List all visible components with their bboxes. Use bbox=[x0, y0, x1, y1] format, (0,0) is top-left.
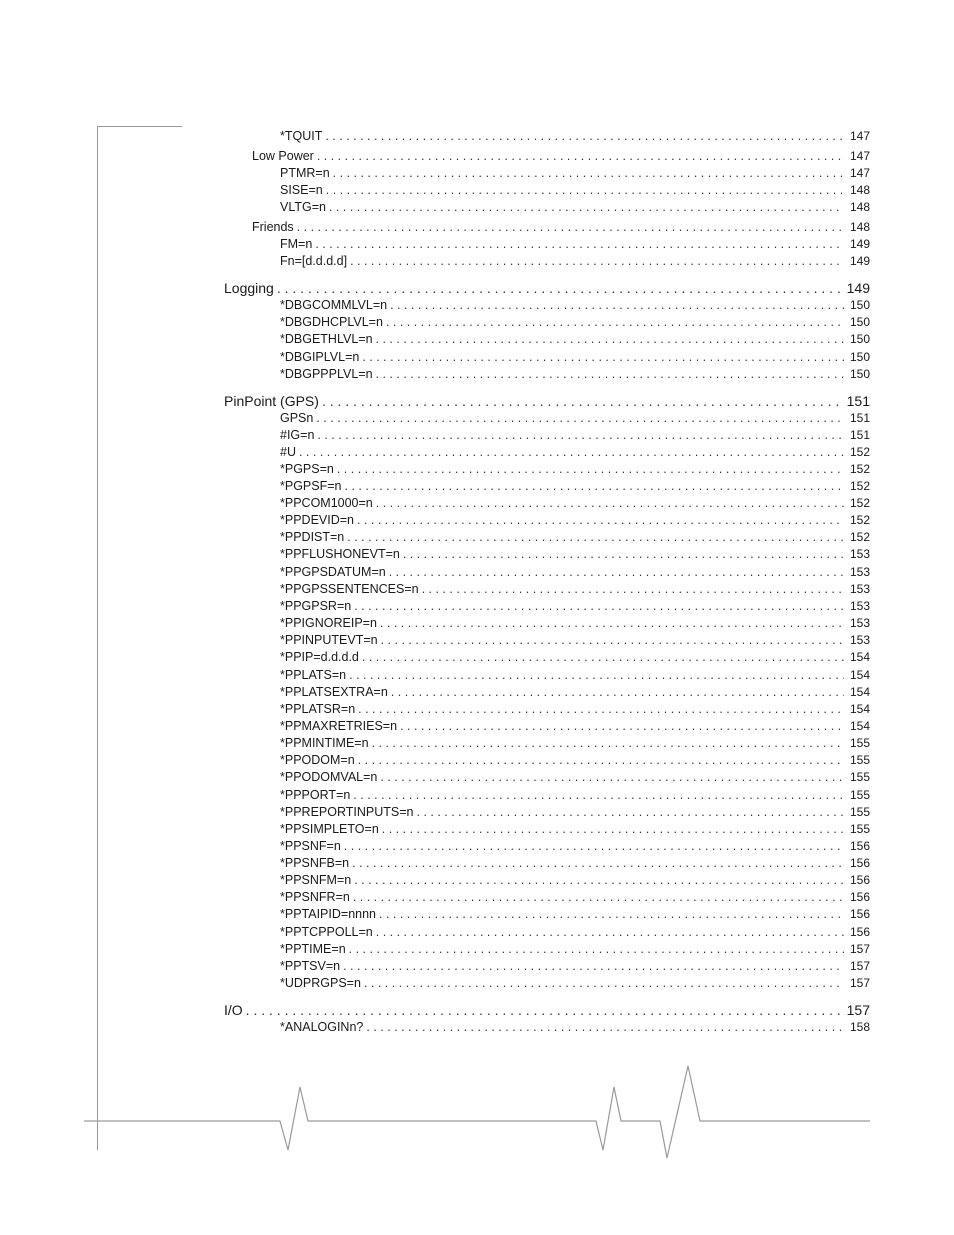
toc-entry-label: *PPTIME=n bbox=[280, 942, 346, 956]
toc-command-entry bbox=[280, 332, 870, 346]
toc-page-number: 152 bbox=[849, 462, 870, 476]
toc-entry-label: *DBGDHCPLVL=n bbox=[280, 315, 383, 329]
toc-dot-leader bbox=[333, 166, 844, 180]
toc-dot-leader bbox=[246, 1002, 841, 1018]
toc-entry-label: *PPCOM1000=n bbox=[280, 496, 373, 510]
toc-command-entry bbox=[280, 530, 870, 544]
toc-dot-leader bbox=[376, 925, 844, 939]
toc-page-number: 156 bbox=[849, 925, 870, 939]
toc-command-entry bbox=[280, 237, 870, 251]
toc-page-number: 152 bbox=[849, 496, 870, 510]
toc-dot-leader bbox=[366, 1020, 844, 1034]
toc-entry-label: *PGPS=n bbox=[280, 462, 334, 476]
page-frame-top-rule bbox=[97, 126, 182, 127]
toc-command-entry bbox=[280, 462, 870, 476]
toc-entry-label: SISE=n bbox=[280, 183, 323, 197]
toc-page-number: 151 bbox=[846, 393, 870, 409]
toc-command-entry bbox=[280, 650, 870, 664]
toc-dot-leader bbox=[329, 200, 844, 214]
toc-entry-label: *PPLATS=n bbox=[280, 668, 347, 682]
toc-command-entry bbox=[280, 616, 870, 630]
toc-dot-leader bbox=[343, 959, 844, 973]
toc-entry-label: *PPLATSEXTRA=n bbox=[280, 685, 388, 699]
toc-entry-label: *PPSNFB=n bbox=[280, 856, 350, 870]
toc-command-entry bbox=[280, 770, 870, 784]
toc-page-number: 155 bbox=[849, 736, 870, 750]
toc-dot-leader bbox=[337, 462, 844, 476]
toc-dot-leader bbox=[417, 805, 844, 819]
toc-page-number: 157 bbox=[849, 976, 870, 990]
toc-page-number: 154 bbox=[849, 702, 870, 716]
toc-page-number: 155 bbox=[849, 822, 870, 836]
toc-entry-label: PTMR=n bbox=[280, 166, 330, 180]
toc-command-entry bbox=[280, 582, 870, 596]
toc-entry-label: Friends bbox=[252, 220, 294, 234]
toc-dot-leader bbox=[353, 788, 844, 802]
toc-dot-leader bbox=[403, 547, 844, 561]
toc-page-number: 155 bbox=[849, 805, 870, 819]
toc-entry-label: *PPODOM=n bbox=[280, 753, 355, 767]
toc-dot-leader bbox=[400, 719, 844, 733]
toc-dot-leader bbox=[352, 856, 844, 870]
toc-dot-leader bbox=[353, 890, 844, 904]
toc-page-number: 153 bbox=[849, 547, 870, 561]
toc-entry-label: *PPMINTIME=n bbox=[280, 736, 369, 750]
toc-page-number: 151 bbox=[849, 411, 870, 425]
toc-page-number: 158 bbox=[849, 1020, 870, 1034]
toc-dot-leader bbox=[379, 907, 844, 921]
toc-entry-label: *PPPORT=n bbox=[280, 788, 351, 802]
toc-entry-label: Fn=[d.d.d.d] bbox=[280, 254, 348, 268]
toc-page-number: 148 bbox=[849, 220, 870, 234]
toc-command-entry bbox=[280, 702, 870, 716]
toc-page-number: 154 bbox=[849, 668, 870, 682]
toc-dot-leader bbox=[381, 633, 844, 647]
toc-dot-leader bbox=[344, 839, 844, 853]
toc-dot-leader bbox=[362, 350, 844, 364]
toc-command-entry bbox=[280, 428, 870, 442]
toc-page-number: 152 bbox=[849, 530, 870, 544]
toc-dot-leader bbox=[376, 332, 844, 346]
toc-dot-leader bbox=[299, 445, 844, 459]
toc-page-number: 153 bbox=[849, 633, 870, 647]
toc-entry-label: *PPGPSSENTENCES=n bbox=[280, 582, 419, 596]
toc-dot-leader bbox=[358, 702, 844, 716]
toc-entry-label: PinPoint (GPS) bbox=[224, 393, 319, 409]
toc-entry-label: *DBGIPLVL=n bbox=[280, 350, 360, 364]
toc-entry-label: *PPTSV=n bbox=[280, 959, 341, 973]
toc-page-number: 154 bbox=[849, 650, 870, 664]
toc-dot-leader bbox=[386, 315, 844, 329]
toc-page-number: 150 bbox=[849, 332, 870, 346]
toc-page-number: 152 bbox=[849, 513, 870, 527]
toc-dot-leader bbox=[382, 822, 844, 836]
toc-page-number: 155 bbox=[849, 753, 870, 767]
toc-dot-leader bbox=[390, 298, 844, 312]
toc-entry-label: *PPFLUSHONEVT=n bbox=[280, 547, 400, 561]
toc-command-entry bbox=[280, 129, 870, 143]
toc-page-number: 147 bbox=[849, 129, 870, 143]
page-frame-left-rule bbox=[97, 126, 98, 1150]
toc-command-entry bbox=[280, 350, 870, 364]
toc-page-number: 150 bbox=[849, 298, 870, 312]
toc-entry-label: Logging bbox=[224, 280, 274, 296]
toc-command-entry bbox=[280, 513, 870, 527]
toc-page-number: 156 bbox=[849, 856, 870, 870]
toc-section-entry bbox=[252, 220, 870, 234]
toc-page-number: 155 bbox=[849, 788, 870, 802]
toc-page-number: 150 bbox=[849, 367, 870, 381]
toc-command-entry bbox=[280, 633, 870, 647]
toc-command-entry bbox=[280, 254, 870, 268]
toc-chapter-entry bbox=[224, 280, 870, 296]
toc-dot-leader bbox=[315, 237, 844, 251]
toc-chapter-entry bbox=[224, 393, 870, 409]
toc-page-number: 148 bbox=[849, 200, 870, 214]
toc-entry-label: *PPODOMVAL=n bbox=[280, 770, 378, 784]
toc-command-entry bbox=[280, 479, 870, 493]
toc-dot-leader bbox=[345, 479, 844, 493]
toc-entry-label: *PPTAIPID=nnnn bbox=[280, 907, 377, 921]
toc-page-number: 152 bbox=[849, 479, 870, 493]
toc-entry-label: *PPDIST=n bbox=[280, 530, 345, 544]
toc-command-entry bbox=[280, 496, 870, 510]
toc-section-entry bbox=[252, 149, 870, 163]
toc-entry-label: *PPTCPPOLL=n bbox=[280, 925, 373, 939]
toc-command-entry bbox=[280, 925, 870, 939]
toc-command-entry bbox=[280, 873, 870, 887]
toc-chapter-entry bbox=[224, 1002, 870, 1018]
toc-page-number: 155 bbox=[849, 770, 870, 784]
toc-command-entry bbox=[280, 599, 870, 613]
toc-command-entry bbox=[280, 445, 870, 459]
toc-dot-leader bbox=[376, 496, 844, 510]
toc-page-number: 149 bbox=[849, 254, 870, 268]
toc-entry-label: *PGPSF=n bbox=[280, 479, 342, 493]
toc-command-entry bbox=[280, 788, 870, 802]
toc-entry-label: *PPDEVID=n bbox=[280, 513, 354, 527]
toc-page-number: 156 bbox=[849, 839, 870, 853]
toc-dot-leader bbox=[316, 411, 844, 425]
toc-command-entry bbox=[280, 856, 870, 870]
toc-dot-leader bbox=[422, 582, 844, 596]
toc-dot-leader bbox=[325, 129, 844, 143]
toc-page-number: 156 bbox=[849, 873, 870, 887]
toc-dot-leader bbox=[317, 428, 844, 442]
toc-command-entry bbox=[280, 890, 870, 904]
toc-entry-label: *PPREPORTINPUTS=n bbox=[280, 805, 414, 819]
toc-entry-label: #U bbox=[280, 445, 296, 459]
toc-dot-leader bbox=[349, 942, 844, 956]
toc-entry-label: *PPIGNOREIP=n bbox=[280, 616, 377, 630]
toc-dot-leader bbox=[347, 530, 844, 544]
toc-entry-label: *PPSNFM=n bbox=[280, 873, 352, 887]
toc-dot-leader bbox=[380, 770, 844, 784]
toc-page-number: 150 bbox=[849, 315, 870, 329]
toc-command-entry bbox=[280, 668, 870, 682]
toc-entry-label: *UDPRGPS=n bbox=[280, 976, 361, 990]
toc-entry-label: *PPSIMPLETO=n bbox=[280, 822, 379, 836]
toc-entry-label: *PPLATSR=n bbox=[280, 702, 356, 716]
toc-entry-label: #IG=n bbox=[280, 428, 315, 442]
toc-command-entry bbox=[280, 183, 870, 197]
toc-entry-label: *PPGPSR=n bbox=[280, 599, 352, 613]
toc-page-number: 157 bbox=[849, 942, 870, 956]
toc-entry-label: VLTG=n bbox=[280, 200, 326, 214]
toc-dot-leader bbox=[358, 753, 844, 767]
toc-page-number: 156 bbox=[849, 890, 870, 904]
toc-page-number: 154 bbox=[849, 719, 870, 733]
toc-dot-leader bbox=[326, 183, 844, 197]
toc-page-number: 153 bbox=[849, 616, 870, 630]
toc-entry-label: *PPINPUTEVT=n bbox=[280, 633, 378, 647]
toc-page-number: 153 bbox=[849, 565, 870, 579]
toc-entry-label: *DBGCOMMLVL=n bbox=[280, 298, 388, 312]
toc-page-number: 148 bbox=[849, 183, 870, 197]
toc-dot-leader bbox=[376, 367, 844, 381]
toc-dot-leader bbox=[380, 616, 844, 630]
toc-command-entry bbox=[280, 367, 870, 381]
toc-page-number: 149 bbox=[849, 237, 870, 251]
toc-page-number: 152 bbox=[849, 445, 870, 459]
toc-command-entry bbox=[280, 942, 870, 956]
toc-dot-leader bbox=[391, 685, 844, 699]
toc-command-entry bbox=[280, 736, 870, 750]
toc-entry-label: *ANALOGINn? bbox=[280, 1020, 364, 1034]
toc-command-entry bbox=[280, 976, 870, 990]
toc-page-number: 154 bbox=[849, 685, 870, 699]
toc-entry-label: *PPSNF=n bbox=[280, 839, 341, 853]
toc-entry-label: I/O bbox=[224, 1002, 243, 1018]
toc-command-entry bbox=[280, 547, 870, 561]
toc-entry-label: *TQUIT bbox=[280, 129, 323, 143]
toc-dot-leader bbox=[349, 668, 844, 682]
toc-page-number: 149 bbox=[846, 280, 870, 296]
toc-command-entry bbox=[280, 839, 870, 853]
toc-command-entry bbox=[280, 1020, 870, 1034]
toc-entry-label: *PPMAXRETRIES=n bbox=[280, 719, 398, 733]
toc-page-number: 151 bbox=[849, 428, 870, 442]
toc-command-entry bbox=[280, 805, 870, 819]
toc-dot-leader bbox=[277, 280, 841, 296]
toc-command-entry bbox=[280, 565, 870, 579]
toc-dot-leader bbox=[354, 599, 844, 613]
toc-dot-leader bbox=[357, 513, 844, 527]
toc-dot-leader bbox=[322, 393, 841, 409]
toc-command-entry bbox=[280, 298, 870, 312]
toc-entry-label: *DBGPPPLVL=n bbox=[280, 367, 373, 381]
toc-page-number: 157 bbox=[846, 1002, 870, 1018]
toc-dot-leader bbox=[362, 650, 844, 664]
toc-dot-leader bbox=[372, 736, 844, 750]
toc-command-entry bbox=[280, 411, 870, 425]
toc-page-number: 153 bbox=[849, 599, 870, 613]
toc-entry-label: *PPIP=d.d.d.d bbox=[280, 650, 359, 664]
toc-page-number: 156 bbox=[849, 907, 870, 921]
toc-entry-label: *PPGPSDATUM=n bbox=[280, 565, 386, 579]
toc-command-entry bbox=[280, 166, 870, 180]
toc-command-entry bbox=[280, 753, 870, 767]
toc-dot-leader bbox=[364, 976, 844, 990]
toc-page-number: 147 bbox=[849, 149, 870, 163]
toc-command-entry bbox=[280, 959, 870, 973]
toc-dot-leader bbox=[354, 873, 844, 887]
toc-page-number: 150 bbox=[849, 350, 870, 364]
toc-entry-label: *DBGETHLVL=n bbox=[280, 332, 373, 346]
toc-dot-leader bbox=[389, 565, 844, 579]
toc-command-entry bbox=[280, 719, 870, 733]
toc-page-number: 157 bbox=[849, 959, 870, 973]
toc-page-number: 147 bbox=[849, 166, 870, 180]
toc-command-entry bbox=[280, 685, 870, 699]
toc-command-entry bbox=[280, 315, 870, 329]
toc-dot-leader bbox=[317, 149, 844, 163]
toc-command-entry bbox=[280, 907, 870, 921]
toc-dot-leader bbox=[350, 254, 844, 268]
toc-command-entry bbox=[280, 822, 870, 836]
toc-entry-label: FM=n bbox=[280, 237, 313, 251]
toc-entry-label: *PPSNFR=n bbox=[280, 890, 350, 904]
toc-entry-label: GPSn bbox=[280, 411, 314, 425]
toc-command-entry bbox=[280, 200, 870, 214]
toc-dot-leader bbox=[297, 220, 844, 234]
toc-page-number: 153 bbox=[849, 582, 870, 596]
toc-entry-label: Low Power bbox=[252, 149, 314, 163]
